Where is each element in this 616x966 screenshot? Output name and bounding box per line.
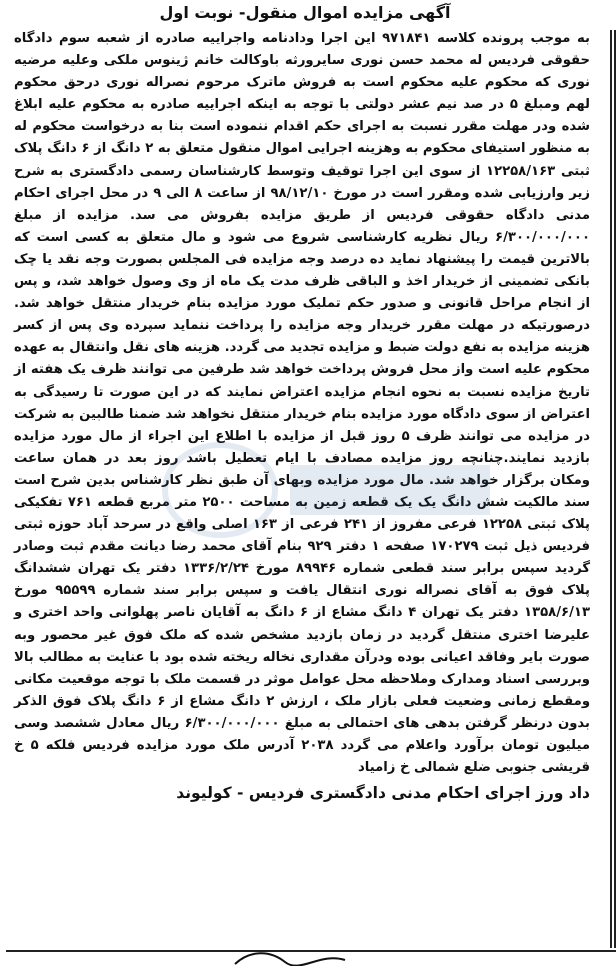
handwritten-mark	[230, 948, 350, 966]
notice-document	[6, 0, 604, 966]
notice-title: آگهی مزایده اموال منقول- نوبت اول	[159, 3, 451, 22]
right-border-decoration	[610, 30, 616, 948]
notice-body: به موجب پرونده کلاسه ۹۷۱۸۴۱ این اجرا ودادنامه واجراییه صادره از شعبه سوم دادگاه حقوقی فردیس له محمد حسن نوری سایرورثه باوکالت خانم ژینوس ملکی وعلیه مرضیه نوری که محکوم علیه محکوم است به فروش ماترک مرحوم نصراله نوری درحق محکوم لهم ومبلغ ۵ در صد نیم عشر دولتی با توجه به اینکه اجراییه صادره به محکوم علیه ابلاغ شده ودر مهلت مقرر نسبت به اجرای حکم اقدام ننموده است بنا به درخواست محکوم له به منظور استیفای محکوم به وهزینه اجرایی اموال منقول متعلق به ۲ دانگ از ۶ دانگ پلاک ثبتی ۱۲۲۵۸/۱۶۳ از سوی این اجرا توقیف وتوسط کارشناسان رسمی دادگستری به شرح زیر وارزیابی شده ومقرر است در مورخ ۹۸/۱۲/۱۰ از ساعت ۸ الی ۹ در محل اجرای احکام مدنی دادگاه حقوقی فردیس از طریق مزایده بفروش می سد. مزایده از مبلغ ۶/۳۰۰/۰۰۰/۰۰۰ ریال نظریه کارشناسی شروع می شود و مال متعلق به کسی است که بالاترین قیمت را پیشنهاد نماید ده درصد وجه مزایده فی المجلس بصورت وجه نقد یا چک بانکی تضمینی از خریدار اخذ و الباقی ظرف مدت یک ماه از وی وصول خواهد شد، و پس از انجام مراحل قانونی و صدور حکم تملیک مورد مزایده بنام خریدار منتقل خواهد شد. درصورتیکه در مهلت مقرر خریدار وجه مزایده را پرداخت ننماید سپرده وی پس از کسر هزینه مزایده به نفع دولت ضبط و مزایده تجدید می گردد. هزینه های نقل وانتقال به عهده محکوم علیه است واز محل فروش پرداخت خواهد شد طرفین می توانند ظرف یک هفته از تاریخ مزایده نسبت به نحوه انجام مزایده اعتراض نمایند که در این صورت تا رسیدگی به اعتراض از سوی دادگاه مورد مزایده بنام خریدار منتقل نخواهد شد ضمنا طالبین به شرکت در مزایده می توانند ظرف ۵ روز قبل از مزایده با اطلاع این اجراء از مال مورد مزایده بازدید نمایند.چنانچه روز مزایده مصادف با ایام تعطیل باشد روز بعد در همان ساعت ومکان برگزار خواهد شد. مال مورد مزایده وبهای آن طبق نظر کارشناس بدین شرح است سند مالکیت شش دانگ یک یک قطعه زمین به مساحت ۲۵۰۰ متر مربع قطعه ۷۶۱ تفکیکی پلاک ثبتی ۱۲۲۵۸ فرعی مفروز از ۲۴۱ فرعی از ۱۶۳ اصلی واقع در سرحد آباد حوزه ثبتی فردیس ذیل ثبت ۱۷۰۲۷۹ صفحه ۱ دفتر ۹۲۹ بنام آقای محمد رضا دیانت مقدم ثبت وصادر گردید سپس برابر سند قطعی شماره ۸۹۹۴۶ مورخ ۱۳۳۶/۲/۲۴ دفتر یک تهران ششدانگ پلاک فوق به آقای نصراله نوری انتقال یافت و سپس برابر سند شماره ۹۵۵۹۹ مورخ ۱۳۵۸/۶/۱۳ دفتر یک تهران ۴ دانگ مشاع از ۶ دانگ به آقایان ناصر پهلوانی واحد اختری و علیرضا اختری منتقل گردید در زمان بازدید مشخص شده که ملک فوق غیر محصور وبه صورت بایر وفاقد اعیانی بوده ودرآن مقداری نخاله ریخته شده بود با عنایت به مطالب بالا وبررسی اسناد ومدارک وملاحظه محل عوامل موثر در قسمت ملک با توجه موقعیت مکانی ومقطع زمانی وضعیت فعلی بازار ملک ، ارزش ۲ دانگ مشاع از ۶ دانگ پلاک فوق الذکر بدون درنظر گرفتن بدهی های احتمالی به مبلغ ۶/۳۰۰/۰۰۰/۰۰۰ ریال معادل ششصد وسی میلیون تومان برآورد واعلام می گردد ۲۰۳۸ آدرس ملک مورد مزایده فردیس فلکه ۵ خ قریشی جنوبی ضلع شمالی خ زامیاد	[14, 31, 591, 776]
notice-signature: داد ورز اجرای احکام مدنی دادگستری فردیس - کولیوند	[176, 784, 590, 803]
